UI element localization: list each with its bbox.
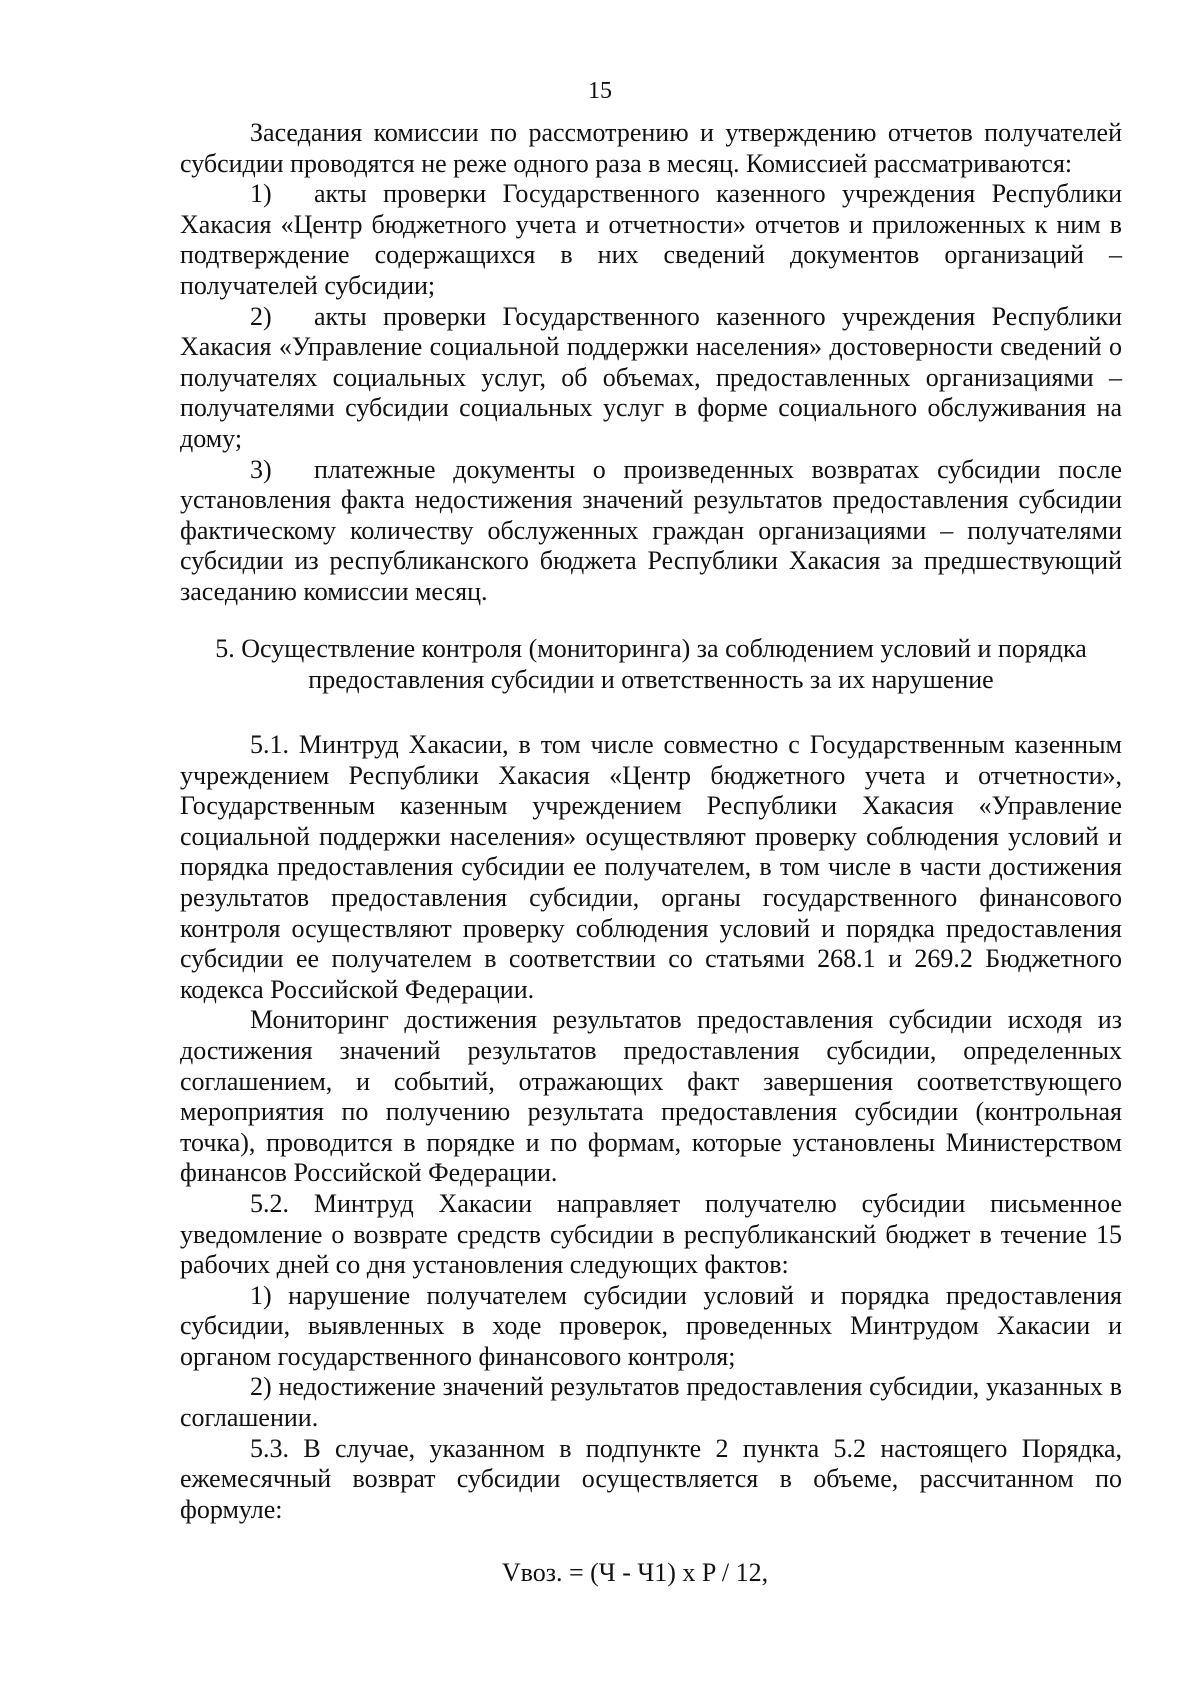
section5-heading-line1: 5. Осуществление контроля (мониторинга) за соблюдением условий и порядка: [215, 634, 1087, 663]
list-item: [180, 179, 1122, 301]
list-item-text: платежные документы о произведенных возвратах субсидии после установления факта недостижения значений результатов предоставления субсидии фактическому количеству обслуженных граждан организациями – получателями субсидии из республиканского бюджета Республики Хакасия за предшествующий заседанию комиссии месяц.: [180, 454, 1122, 606]
commission-intro-paragraph: Заседания комиссии по рассмотрению и утверждению отчетов получателей субсидии проводятся не реже одного раза в месяц. Комиссией рассматриваются:: [180, 118, 1122, 178]
list-item-text: акты проверки Государственного казенного учреждения Республики Хакасия «Управление социальной поддержки населения» достоверности сведений о получателях социальных услуг, об объемах, предоставленных организациями – получателями субсидии социальных услуг в форме социального обслуживания на дому;: [180, 301, 1122, 453]
paragraph-5-2: 5.2. Минтруд Хакасии направляет получателю субсидии письменное уведомление о возврате средств субсидии в республиканский бюджет в течение 15 рабочих дней со дня установления следующих фактов:: [180, 1188, 1122, 1280]
page-number: 15: [588, 78, 612, 104]
list-item: [180, 455, 1122, 608]
section4-continuation: [180, 118, 1122, 608]
fact-item-2: 2) недостижение значений результатов предоставления субсидии, указанных в соглашении.: [180, 1372, 1122, 1433]
section5-heading: [180, 634, 1122, 695]
paragraph-5-3: 5.3. В случае, указанном в подпункте 2 пункта 5.2 настоящего Порядка, ежемесячный возврат субсидии осуществляется в объеме, рассчитанном по формуле:: [180, 1433, 1122, 1524]
list-item-number: 1): [250, 179, 272, 209]
section5-body: [180, 730, 1122, 1525]
fact-item-1: 1) нарушение получателем субсидии условий и порядка предоставления субсидии, выявленных в ходе проверок, проведенных Минтрудом Хакасии и органом государственного финансового контроля;: [180, 1280, 1122, 1371]
list-item: [180, 302, 1122, 455]
list-item-number: 3): [250, 454, 272, 484]
list-item-text: акты проверки Государственного казенного учреждения Республики Хакасия «Центр бюджетного учета и отчетности» отчетов и приложенных к ним в подтверждение содержащихся в них сведений документов организаций – получателей субсидии;: [180, 179, 1122, 300]
list-item-number: 2): [250, 301, 272, 331]
refund-formula: Vвоз. = (Ч - Ч1) x P / 12,: [501, 1558, 769, 1587]
monitoring-paragraph: Мониторинг достижения результатов предоставления субсидии исходя из достижения значений результатов предоставления субсидии, определенных соглашением, и событий, отражающих факт завершения соответствующего мероприятия по получению результата предоставления субсидии (контрольная точка), проводится в порядке и по формам, которые установлены Министерством финансов Российской Федерации.: [180, 1005, 1122, 1188]
section5-heading-line2: предоставления субсидии и ответственность за их нарушение: [308, 664, 994, 694]
paragraph-5-1: 5.1. Минтруд Хакасии, в том числе совместно с Государственным казенным учреждением Республики Хакасия «Центр бюджетного учета и отчетности», Государственным казенным учреждением Республики Хакасия «Управление социальной поддержки населения» осуществляют проверку соблюдения условий и порядка предоставления субсидии ее получателем, в том числе в части достижения результатов предоставления субсидии, органы государственного финансового контроля осуществляют проверку соблюдения условий и порядка предоставления субсидии ее получателем в соответствии со статьями 268.1 и 269.2 Бюджетного кодекса Российской Федерации.: [180, 730, 1122, 1004]
